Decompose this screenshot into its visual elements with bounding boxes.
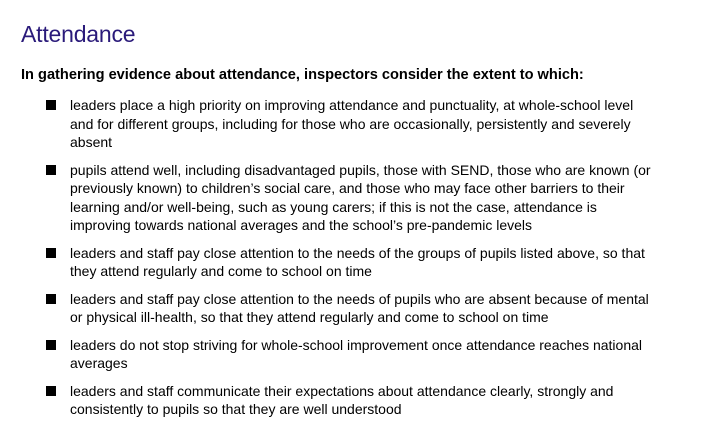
list-item-line: leaders do not stop striving for whole-school improvement once attendance reaches national [70, 336, 642, 353]
list-item-line: consistently to pupils so that they are well understood [70, 401, 402, 417]
list-item [0, 382, 711, 419]
list-item-line: leaders and staff pay close attention to the needs of pupils who are absent because of mental [70, 290, 649, 307]
list-item-line: leaders and staff communicate their expectations about attendance clearly, strongly and [70, 382, 614, 399]
square-bullet-icon [46, 100, 56, 110]
square-bullet-icon [46, 386, 56, 396]
list-item-line: or physical ill-health, so that they attend regularly and come to school on time [70, 309, 549, 325]
list-item-line: learning and/or well-being, such as young carers; if this is not the case, attendance is [70, 198, 597, 215]
list-item-line: previously known) to children’s social care, and those who may face other barriers to their [70, 180, 625, 196]
list-item [0, 244, 711, 281]
list-item-line: leaders place a high priority on improving attendance and punctuality, at whole-school level [70, 97, 634, 113]
square-bullet-icon [46, 340, 56, 350]
list-item-line: and for different groups, including for those who are occasionally, persistently and severely [70, 115, 631, 132]
square-bullet-icon [46, 165, 56, 175]
list-item [0, 290, 711, 327]
list-item-line: pupils attend well, including disadvantaged pupils, those with SEND, those who are known (or [70, 161, 651, 178]
intro-text: In gathering evidence about attendance, inspectors consider the extent to which: [21, 67, 584, 83]
list-item-line: they attend regularly and come to school on time [70, 263, 372, 279]
list-item [0, 96, 711, 152]
list-item-line: averages [70, 355, 128, 371]
page-title: Attendance [21, 21, 136, 47]
list-item-line: improving towards national averages and the school’s pre-pandemic levels [70, 217, 532, 233]
list-item-line: leaders and staff pay close attention to the needs of the groups of pupils listed above, so that [70, 244, 645, 261]
list-item [0, 336, 711, 373]
criteria-list [0, 96, 711, 428]
list-item-line: absent [70, 134, 113, 150]
square-bullet-icon [46, 248, 56, 258]
square-bullet-icon [46, 294, 56, 304]
list-item [0, 161, 711, 235]
